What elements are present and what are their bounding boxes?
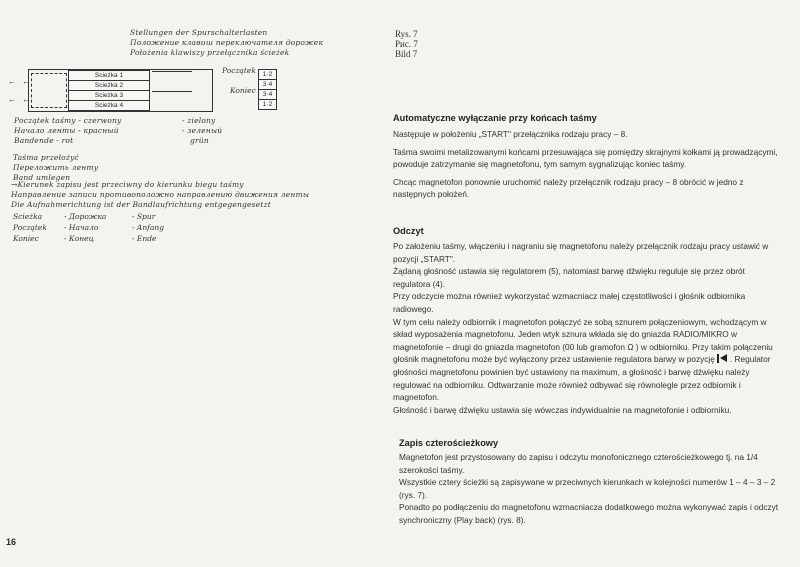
section-body-playback: [393, 240, 778, 416]
paragraph: Głośność i barwę dźwięku ustawia się wówczas indywidualnie na magnetofonie i odbiorniku.: [393, 404, 732, 415]
paragraph: Chcąc magnetofon ponownie uruchomić należy przełącznik rodzaju pracy – 8 obrócić w jedno z następnych położeń.: [393, 176, 744, 200]
section-title-playback: Odczyt: [393, 226, 424, 236]
direction-de: Die Aufnahmerichtung ist der Bandlaufrichtung entgegengesetzt: [11, 200, 271, 209]
legend-track-de: - Spur: [132, 212, 156, 221]
heading-line-pl: Położenia klawiszy przełącznika ścieżek: [130, 48, 290, 57]
paragraph: Przy odczycie można również wykorzystać wzmacniacz małej częstotliwości i głośnik odbiornika radiowego.: [393, 291, 746, 314]
heading-line-ru: Положение клавиш переключателя дорожек: [130, 38, 324, 47]
tape-leader: [31, 73, 67, 108]
tape-flip-pl: Taśma przełożyć: [13, 153, 79, 162]
legend-start-ru: - Начало: [64, 223, 99, 232]
caption-end-pl: - zielony: [182, 116, 216, 125]
legend-start-de: - Anfang: [132, 223, 165, 232]
label-end: Koniec: [230, 86, 256, 95]
direction-pl: →Kierunek zapisu jest przeciwny do kierunku biegu taśmy: [11, 180, 244, 189]
left-arrows: ← ←: [8, 77, 33, 86]
caption-start-pl: Początek taśmy - czerwony: [14, 116, 122, 125]
legend-end-pl: Koniec: [13, 234, 39, 243]
arrow-line-2: [152, 91, 192, 92]
caption-start-ru: Начало ленты - красный: [14, 126, 119, 135]
label-start: Początek: [222, 66, 256, 75]
direction-ru: Направление записи противоположно направлению движения ленты: [11, 190, 310, 199]
section-body-four-track: [399, 451, 779, 527]
legend-track-pl: Scieżka: [13, 212, 43, 221]
caption-end-de: grün: [190, 136, 209, 145]
figure-ref-ru: Рис. 7: [395, 39, 418, 49]
tape-flip-de: Band umlegen: [13, 173, 71, 182]
paragraph: Ponadto po podłączeniu do magnetofonu wzmacniacza dodatkowego można wykonywać zapis i odczyt synchroniczny (Play back) (rys. 8).: [399, 502, 779, 525]
paragraph: Taśma swoimi metalizowanymi końcami przesuwająca się pomiędzy skrajnymi kołkami ją prowadzącymi, powoduje zatrzymanie się magnetofonu, tym samym sygnalizując koniec taśmy.: [393, 146, 778, 170]
legend-start-pl: Początek: [13, 223, 47, 232]
track-number-3: 3·4: [258, 89, 277, 100]
paragraph: [393, 316, 778, 404]
section-title-four-track: Zapis czterościeżkowy: [399, 438, 499, 448]
paragraph: Po założeniu taśmy, włączeniu i nagraniu się magnetofonu należy przełącznik rodzaju pracy ustawić w pozycji „START".: [393, 241, 769, 264]
section-body-auto-stop: [393, 128, 778, 201]
caption-start-de: Bandende - rot: [14, 136, 74, 145]
page-number: 16: [6, 537, 17, 547]
track-number-4: 1·2: [258, 99, 277, 110]
paragraph: Magnetofon jest przystosowany do zapisu i odczytu monofonicznego czterościeżkowego tj. na 1/4 szerokości taśmy.: [399, 452, 758, 475]
track-3: Scieżka 3: [68, 90, 150, 101]
legend-end-de: - Ende: [132, 234, 157, 243]
paragraph: Następuje w położeniu „START" przełącznika rodzaju pracy – 8.: [393, 129, 628, 139]
paragraph: Żądaną głośność ustawia się regulatorem (5), natomiast barwę dźwięku reguluje się przez obrót regulatora (4).: [393, 266, 745, 289]
tone-min-icon: [717, 354, 728, 363]
paragraph-part: W tym celu należy odbiornik i magnetofon połączyć ze sobą sznurem połączeniowym, wchodzącym w skład wyposażenia magnetofonu. Jeden wtyk sznura wkłada się do gniazda RADIO/MIKRO w magnetofonie – drugi do gniazda magnetofon (00 lub gramofon Ω ) w odbiorniku. Przy takim połączeniu głośnik magnetofonu może być wyłączony przez ustawienie regulatora barwy w pozycję: [393, 316, 773, 365]
heading-line-de: Stellungen der Spurschalterlasten: [130, 28, 268, 37]
tape-flip-ru: Переложить ленту: [13, 163, 99, 172]
legend-end-ru: - Конец: [64, 234, 94, 243]
caption-end-ru: - зеленый: [182, 126, 223, 135]
section-title-auto-stop: Automatyczne wyłączanie przy końcach taśmy: [393, 113, 597, 123]
track-number-1: 1·2: [258, 69, 277, 80]
track-4: Scieżka 4: [68, 100, 150, 111]
arrow-line-1: [152, 71, 192, 72]
paragraph: Wszystkie cztery ścieżki są zapisywane w przeciwnych kierunkach w kolejności numerów 1 – 4 – 3 – 2 (rys. 7).: [399, 477, 776, 500]
legend-track-ru: - Дорожка: [64, 212, 107, 221]
left-arrows-2: ← ←: [8, 95, 33, 104]
figure-ref-de: Bild 7: [395, 49, 418, 59]
track-1: Scieżka 1: [68, 70, 150, 81]
track-number-2: 3·4: [258, 79, 277, 90]
track-2: Scieżka 2: [68, 80, 150, 91]
paragraph-part: . Regulator głośności magnetofonu powinien być ustawiony na maximum, a głośność i barwę dźwięku należy regulować na odbiorniku. Odtwarzanie może również odbywać się równolegle przez odbiornik i magnetofon.: [393, 354, 771, 403]
figure-ref-pl: Rys. 7: [395, 29, 418, 39]
